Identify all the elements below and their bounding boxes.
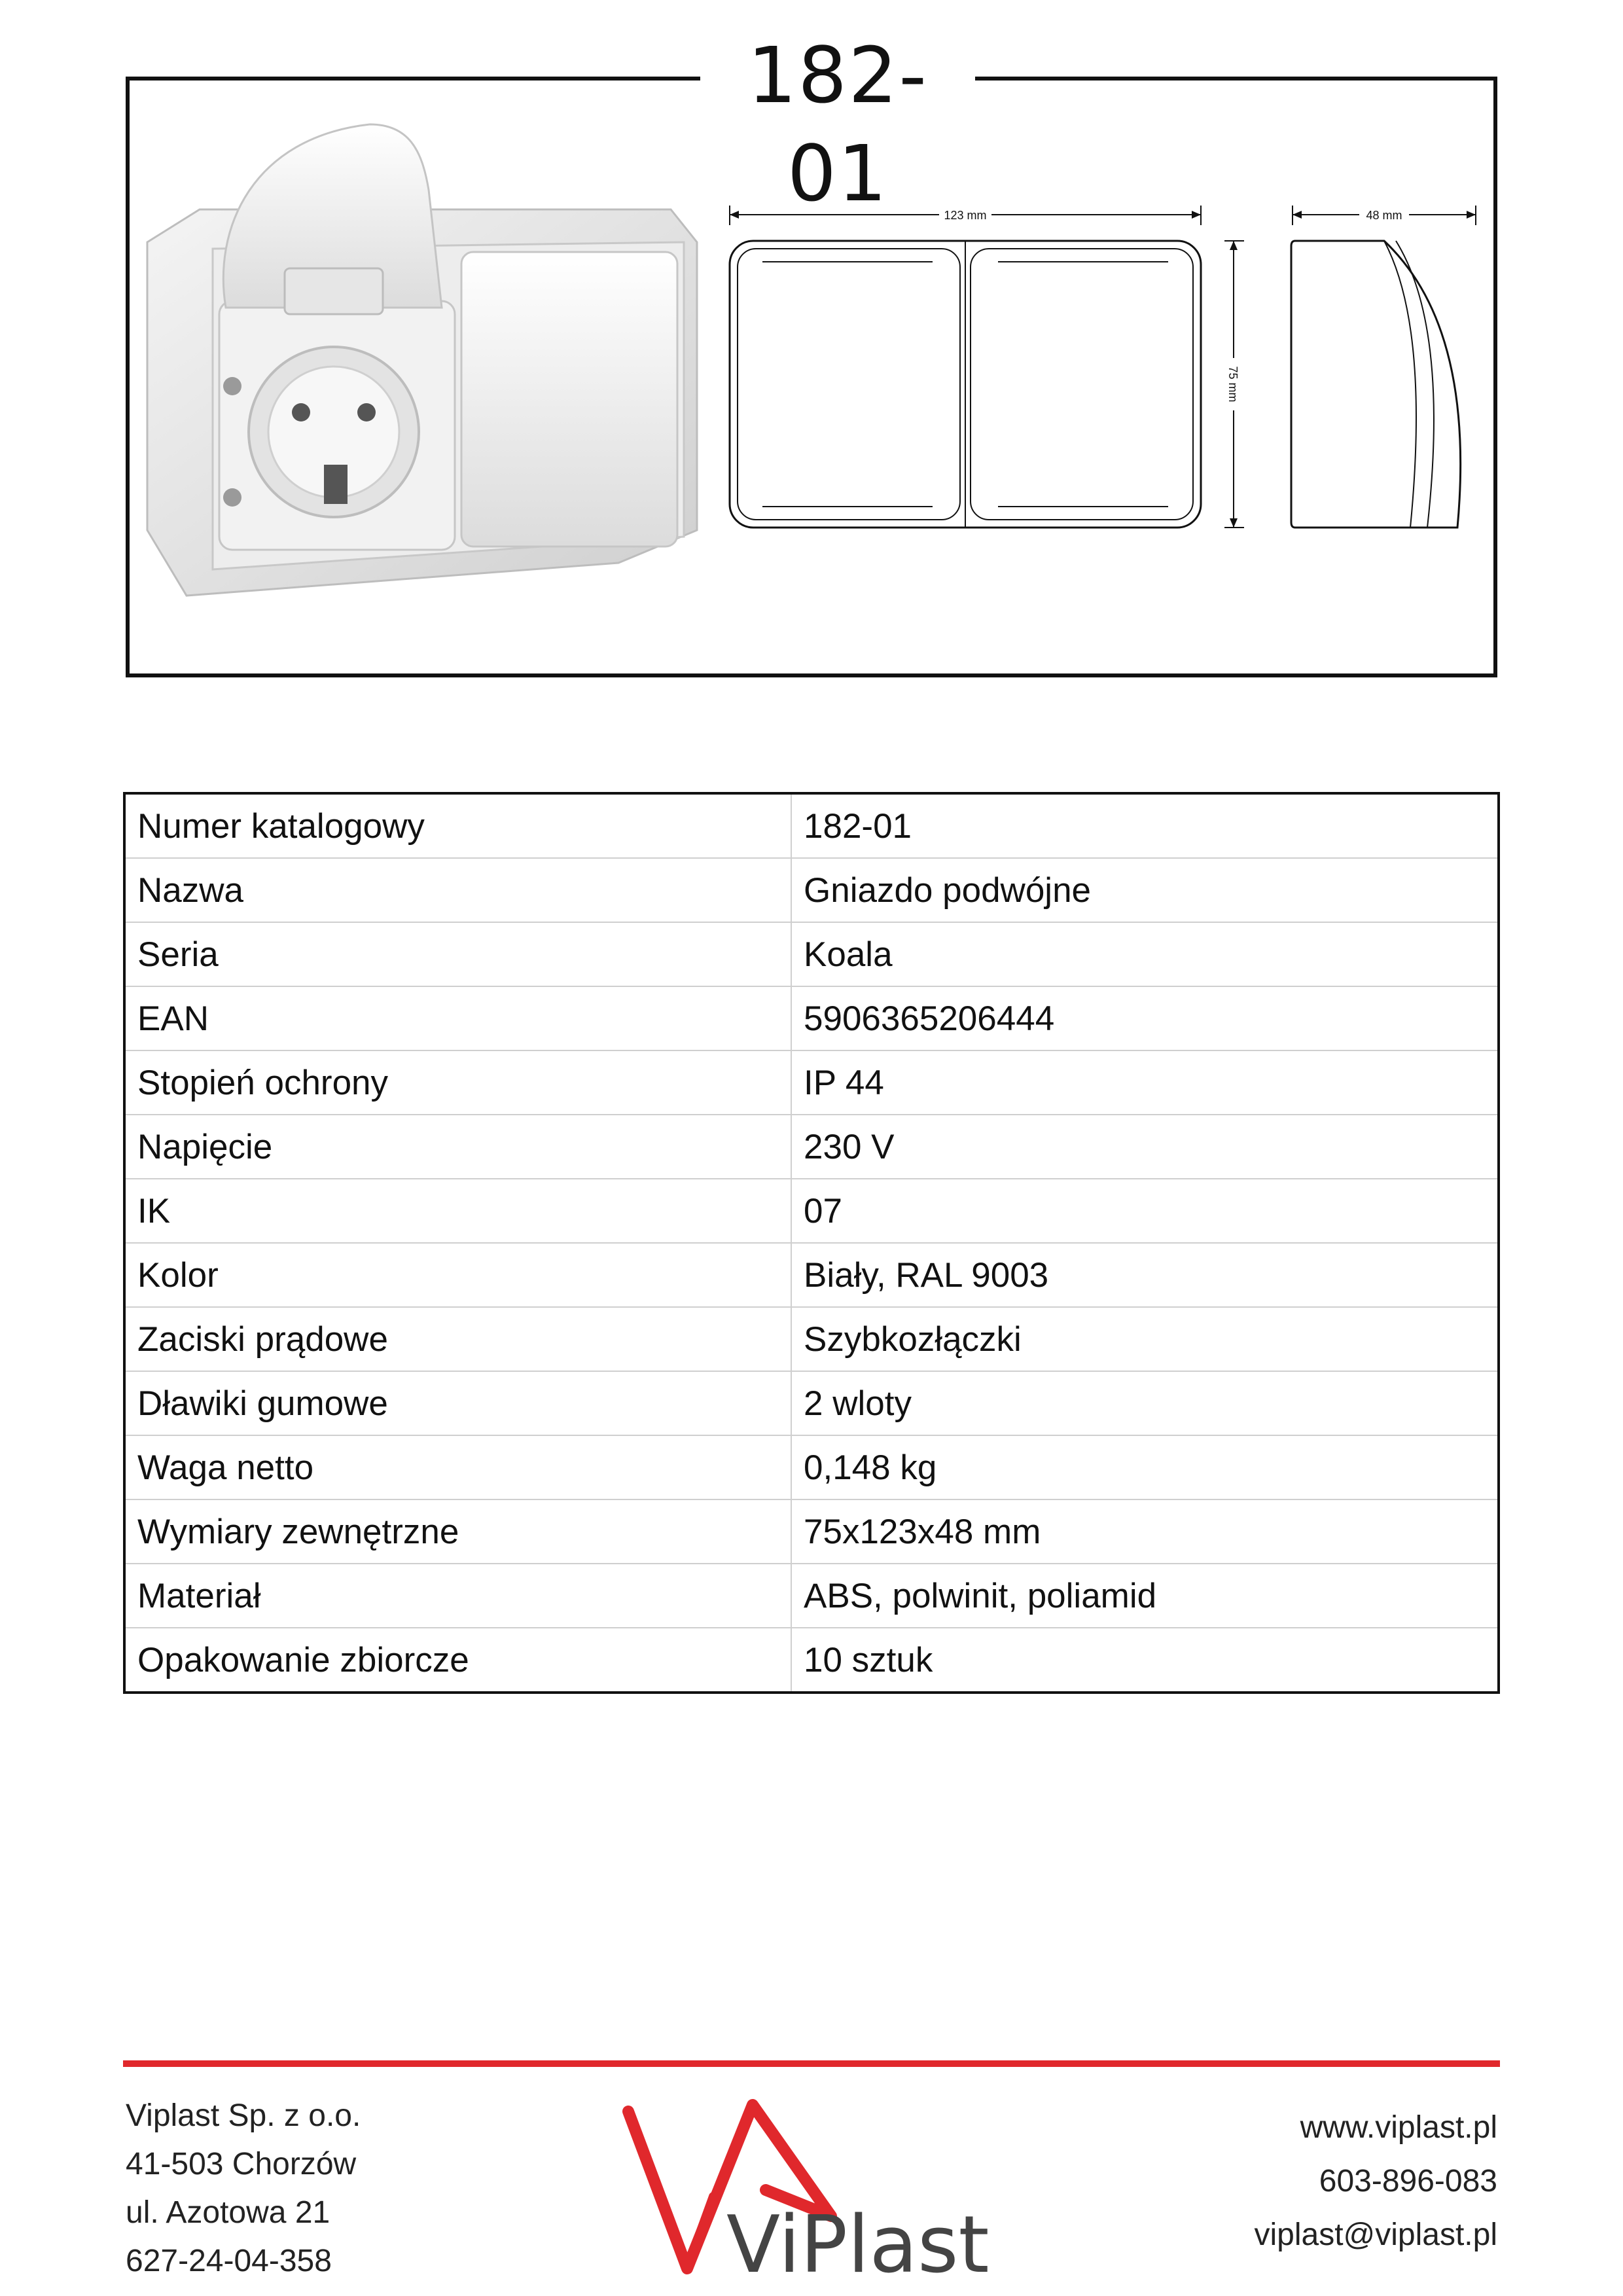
- spec-value: ABS, polwinit, poliamid: [791, 1564, 1499, 1628]
- side-view-drawing: [1286, 196, 1482, 537]
- spec-value: 07: [791, 1179, 1499, 1243]
- spec-value: IP 44: [791, 1050, 1499, 1115]
- spec-label: IK: [124, 1179, 791, 1243]
- spec-value: Biały, RAL 9003: [791, 1243, 1499, 1307]
- spec-label: Seria: [124, 922, 791, 986]
- spec-row: [124, 858, 1499, 922]
- spec-value: 230 V: [791, 1115, 1499, 1179]
- spec-label: EAN: [124, 986, 791, 1050]
- spec-label: Opakowanie zbiorcze: [124, 1628, 791, 1693]
- spec-row: [124, 1564, 1499, 1628]
- front-view-drawing: [723, 196, 1247, 537]
- spec-row: [124, 1371, 1499, 1435]
- spec-label: Napięcie: [124, 1115, 791, 1179]
- depth-dimension-label: 48 mm: [1366, 209, 1402, 222]
- spec-value: Koala: [791, 922, 1499, 986]
- spec-label: Dławiki gumowe: [124, 1371, 791, 1435]
- spec-label: Numer katalogowy: [124, 793, 791, 858]
- spec-label: Zaciski prądowe: [124, 1307, 791, 1371]
- spec-row: [124, 1115, 1499, 1179]
- spec-row: [124, 1307, 1499, 1371]
- spec-row: [124, 1628, 1499, 1693]
- address-line-nip: 627-24-04-358: [126, 2244, 332, 2278]
- spec-row: [124, 1499, 1499, 1564]
- spec-value: 75x123x48 mm: [791, 1499, 1499, 1564]
- spec-table-body: [124, 793, 1499, 1693]
- contact-website-link[interactable]: www.viplast.pl: [1300, 2110, 1497, 2145]
- page-title: 182-01: [700, 26, 975, 124]
- spec-row: [124, 986, 1499, 1050]
- viplast-logo: [615, 2092, 1008, 2288]
- spec-label: Stopień ochrony: [124, 1050, 791, 1115]
- spec-row: [124, 1179, 1499, 1243]
- company-contact: [1254, 2101, 1497, 2262]
- width-dimension-label: 123 mm: [944, 209, 987, 222]
- address-line-street: ul. Azotowa 21: [126, 2195, 330, 2230]
- address-line-company: Viplast Sp. z o.o.: [126, 2098, 361, 2133]
- company-address: [126, 2092, 361, 2286]
- spec-row: [124, 1243, 1499, 1307]
- footer-divider: [123, 2060, 1500, 2067]
- spec-value: 5906365206444: [791, 986, 1499, 1050]
- product-photo: [134, 111, 710, 609]
- height-dimension-label: 75 mm: [1226, 366, 1240, 403]
- spec-value: 2 wloty: [791, 1371, 1499, 1435]
- spec-value: Szybkozłączki: [791, 1307, 1499, 1371]
- logo-wordmark: ViPlast: [726, 2200, 990, 2288]
- spec-label: Wymiary zewnętrzne: [124, 1499, 791, 1564]
- spec-row: [124, 1050, 1499, 1115]
- spec-row: [124, 793, 1499, 858]
- spec-value: Gniazdo podwójne: [791, 858, 1499, 922]
- spec-value: 0,148 kg: [791, 1435, 1499, 1499]
- spec-label: Kolor: [124, 1243, 791, 1307]
- spec-label: Nazwa: [124, 858, 791, 922]
- spec-row: [124, 1435, 1499, 1499]
- spec-label: Materiał: [124, 1564, 791, 1628]
- spec-label: Waga netto: [124, 1435, 791, 1499]
- spec-table: [123, 792, 1500, 1694]
- address-line-city: 41-503 Chorzów: [126, 2147, 357, 2181]
- contact-email-link[interactable]: viplast@viplast.pl: [1254, 2217, 1497, 2252]
- contact-phone[interactable]: 603-896-083: [1319, 2164, 1497, 2198]
- spec-row: [124, 922, 1499, 986]
- spec-value: 10 sztuk: [791, 1628, 1499, 1693]
- spec-value: 182-01: [791, 793, 1499, 858]
